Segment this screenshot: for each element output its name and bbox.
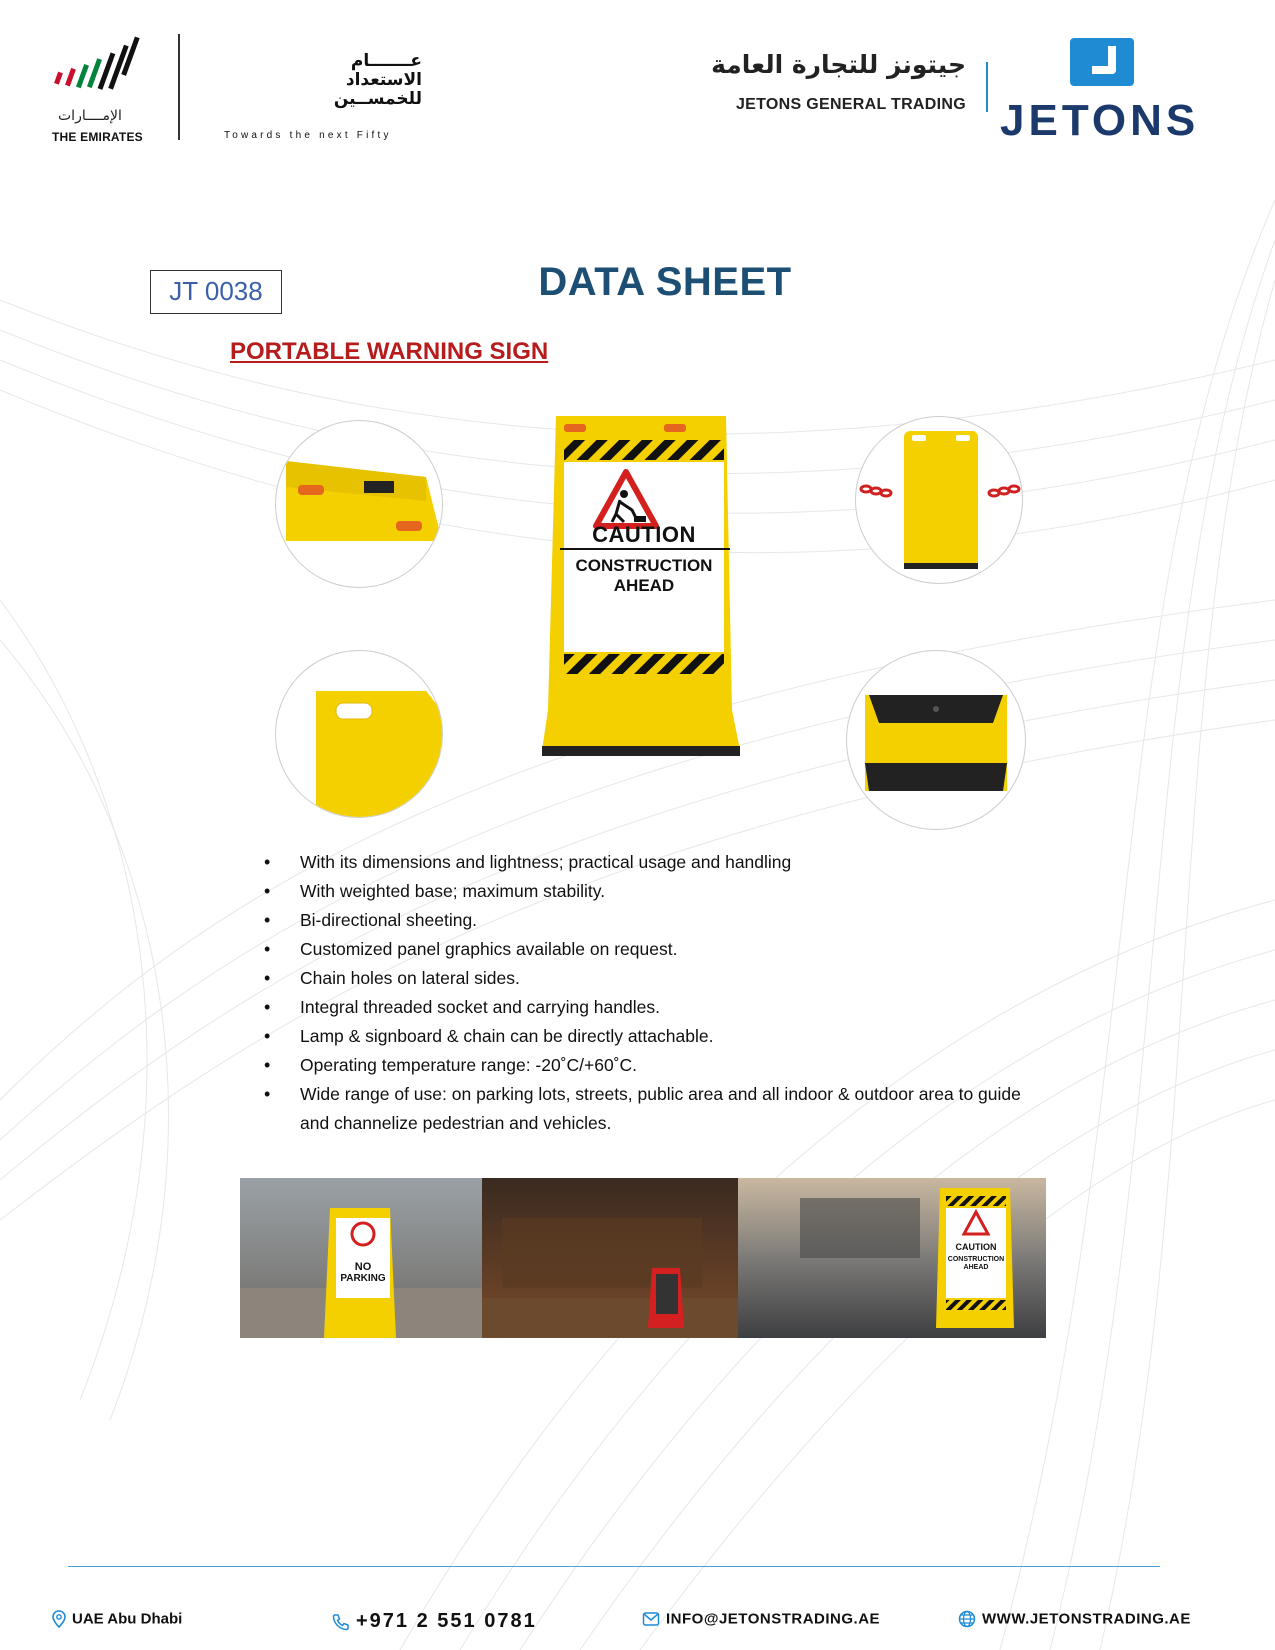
emirates-logo-arabic: الإمــــارات <box>58 108 122 124</box>
strip-sign-line-1: CONSTRUCTION <box>947 1256 1005 1263</box>
product-code-box: JT 0038 <box>150 270 282 314</box>
feature-item: • Customized panel graphics available on request. <box>262 935 1022 964</box>
fifty-english-tagline: Towards the next Fifty <box>224 130 392 141</box>
feature-item: • Integral threaded socket and carrying handles. <box>262 993 1022 1022</box>
year-of-fifty-logo <box>222 52 422 148</box>
footer-divider <box>68 1566 1160 1567</box>
detail-weighted-base-image <box>846 650 1026 830</box>
jetons-logo-icon <box>1070 38 1134 86</box>
parking-sign-no: NO <box>354 1261 372 1273</box>
page-title: DATA SHEET <box>538 260 792 304</box>
footer-email[interactable] <box>642 1610 880 1628</box>
footer-phone[interactable] <box>332 1610 537 1633</box>
footer-email-text: INFO@JETONSTRADING.AE <box>666 1610 881 1628</box>
jetons-logo-wordmark: JETONS <box>1000 96 1200 145</box>
detail-side-chain-image <box>855 416 1023 584</box>
globe-icon <box>958 1610 976 1628</box>
emirates-bars-icon <box>54 34 140 98</box>
footer-location-text: UAE Abu Dhabi <box>72 1610 183 1628</box>
emirates-logo-english: THE EMIRATES <box>52 130 143 144</box>
footer-website-text: WWW.JETONSTRADING.AE <box>982 1610 1191 1628</box>
sign-underline <box>560 548 730 550</box>
feature-item: • With its dimensions and lightness; practical usage and handling <box>262 848 1022 877</box>
feature-list <box>262 848 1022 1138</box>
phone-icon <box>332 1613 350 1631</box>
footer-location <box>52 1610 182 1628</box>
parking-sign-word: PARKING <box>340 1273 386 1284</box>
fifty-arabic-line-2: الاستعداد <box>345 70 422 90</box>
strip-sign-caution: CAUTION <box>955 1242 997 1252</box>
feature-item: • Operating temperature range: -20˚C/+60˚C. <box>262 1051 1022 1080</box>
usage-photo-strip <box>240 1178 1046 1338</box>
sign-line-1: CONSTRUCTION <box>575 556 713 575</box>
fifty-arabic-line-1: عـــــــام <box>350 51 422 71</box>
detail-top-handle-image <box>275 420 443 588</box>
company-divider <box>986 62 988 112</box>
email-icon <box>642 1611 660 1627</box>
feature-item: • Chain holes on lateral sides. <box>262 964 1022 993</box>
fifty-arabic-line-3: للخمســين <box>333 89 422 109</box>
product-title: PORTABLE WARNING SIGN <box>230 338 549 365</box>
sign-caution-text: CAUTION <box>592 522 696 547</box>
main-product-sign-image <box>536 410 746 780</box>
header-divider <box>178 34 180 140</box>
strip-sign-line-2: AHEAD <box>963 1264 989 1271</box>
company-name-arabic: جيتونز للتجارة العامة <box>711 50 966 79</box>
location-pin-icon <box>52 1610 66 1628</box>
footer-phone-text: +971 2 551 0781 <box>356 1610 537 1633</box>
feature-item: • Lamp & signboard & chain can be directly attachable. <box>262 1022 1022 1051</box>
feature-item: • Bi-directional sheeting. <box>262 906 1022 935</box>
the-emirates-logo <box>50 34 143 144</box>
footer-website[interactable] <box>958 1610 1191 1628</box>
feature-item: • With weighted base; maximum stability. <box>262 877 1022 906</box>
company-name-english: JETONS GENERAL TRADING <box>735 96 966 113</box>
feature-item: • Wide range of use: on parking lots, streets, public area and all indoor & outdoor area to guide and channelize pedestrian and vehicles. <box>262 1080 1022 1138</box>
detail-handle-cutout-image <box>275 650 443 818</box>
sign-line-2: AHEAD <box>613 576 675 595</box>
